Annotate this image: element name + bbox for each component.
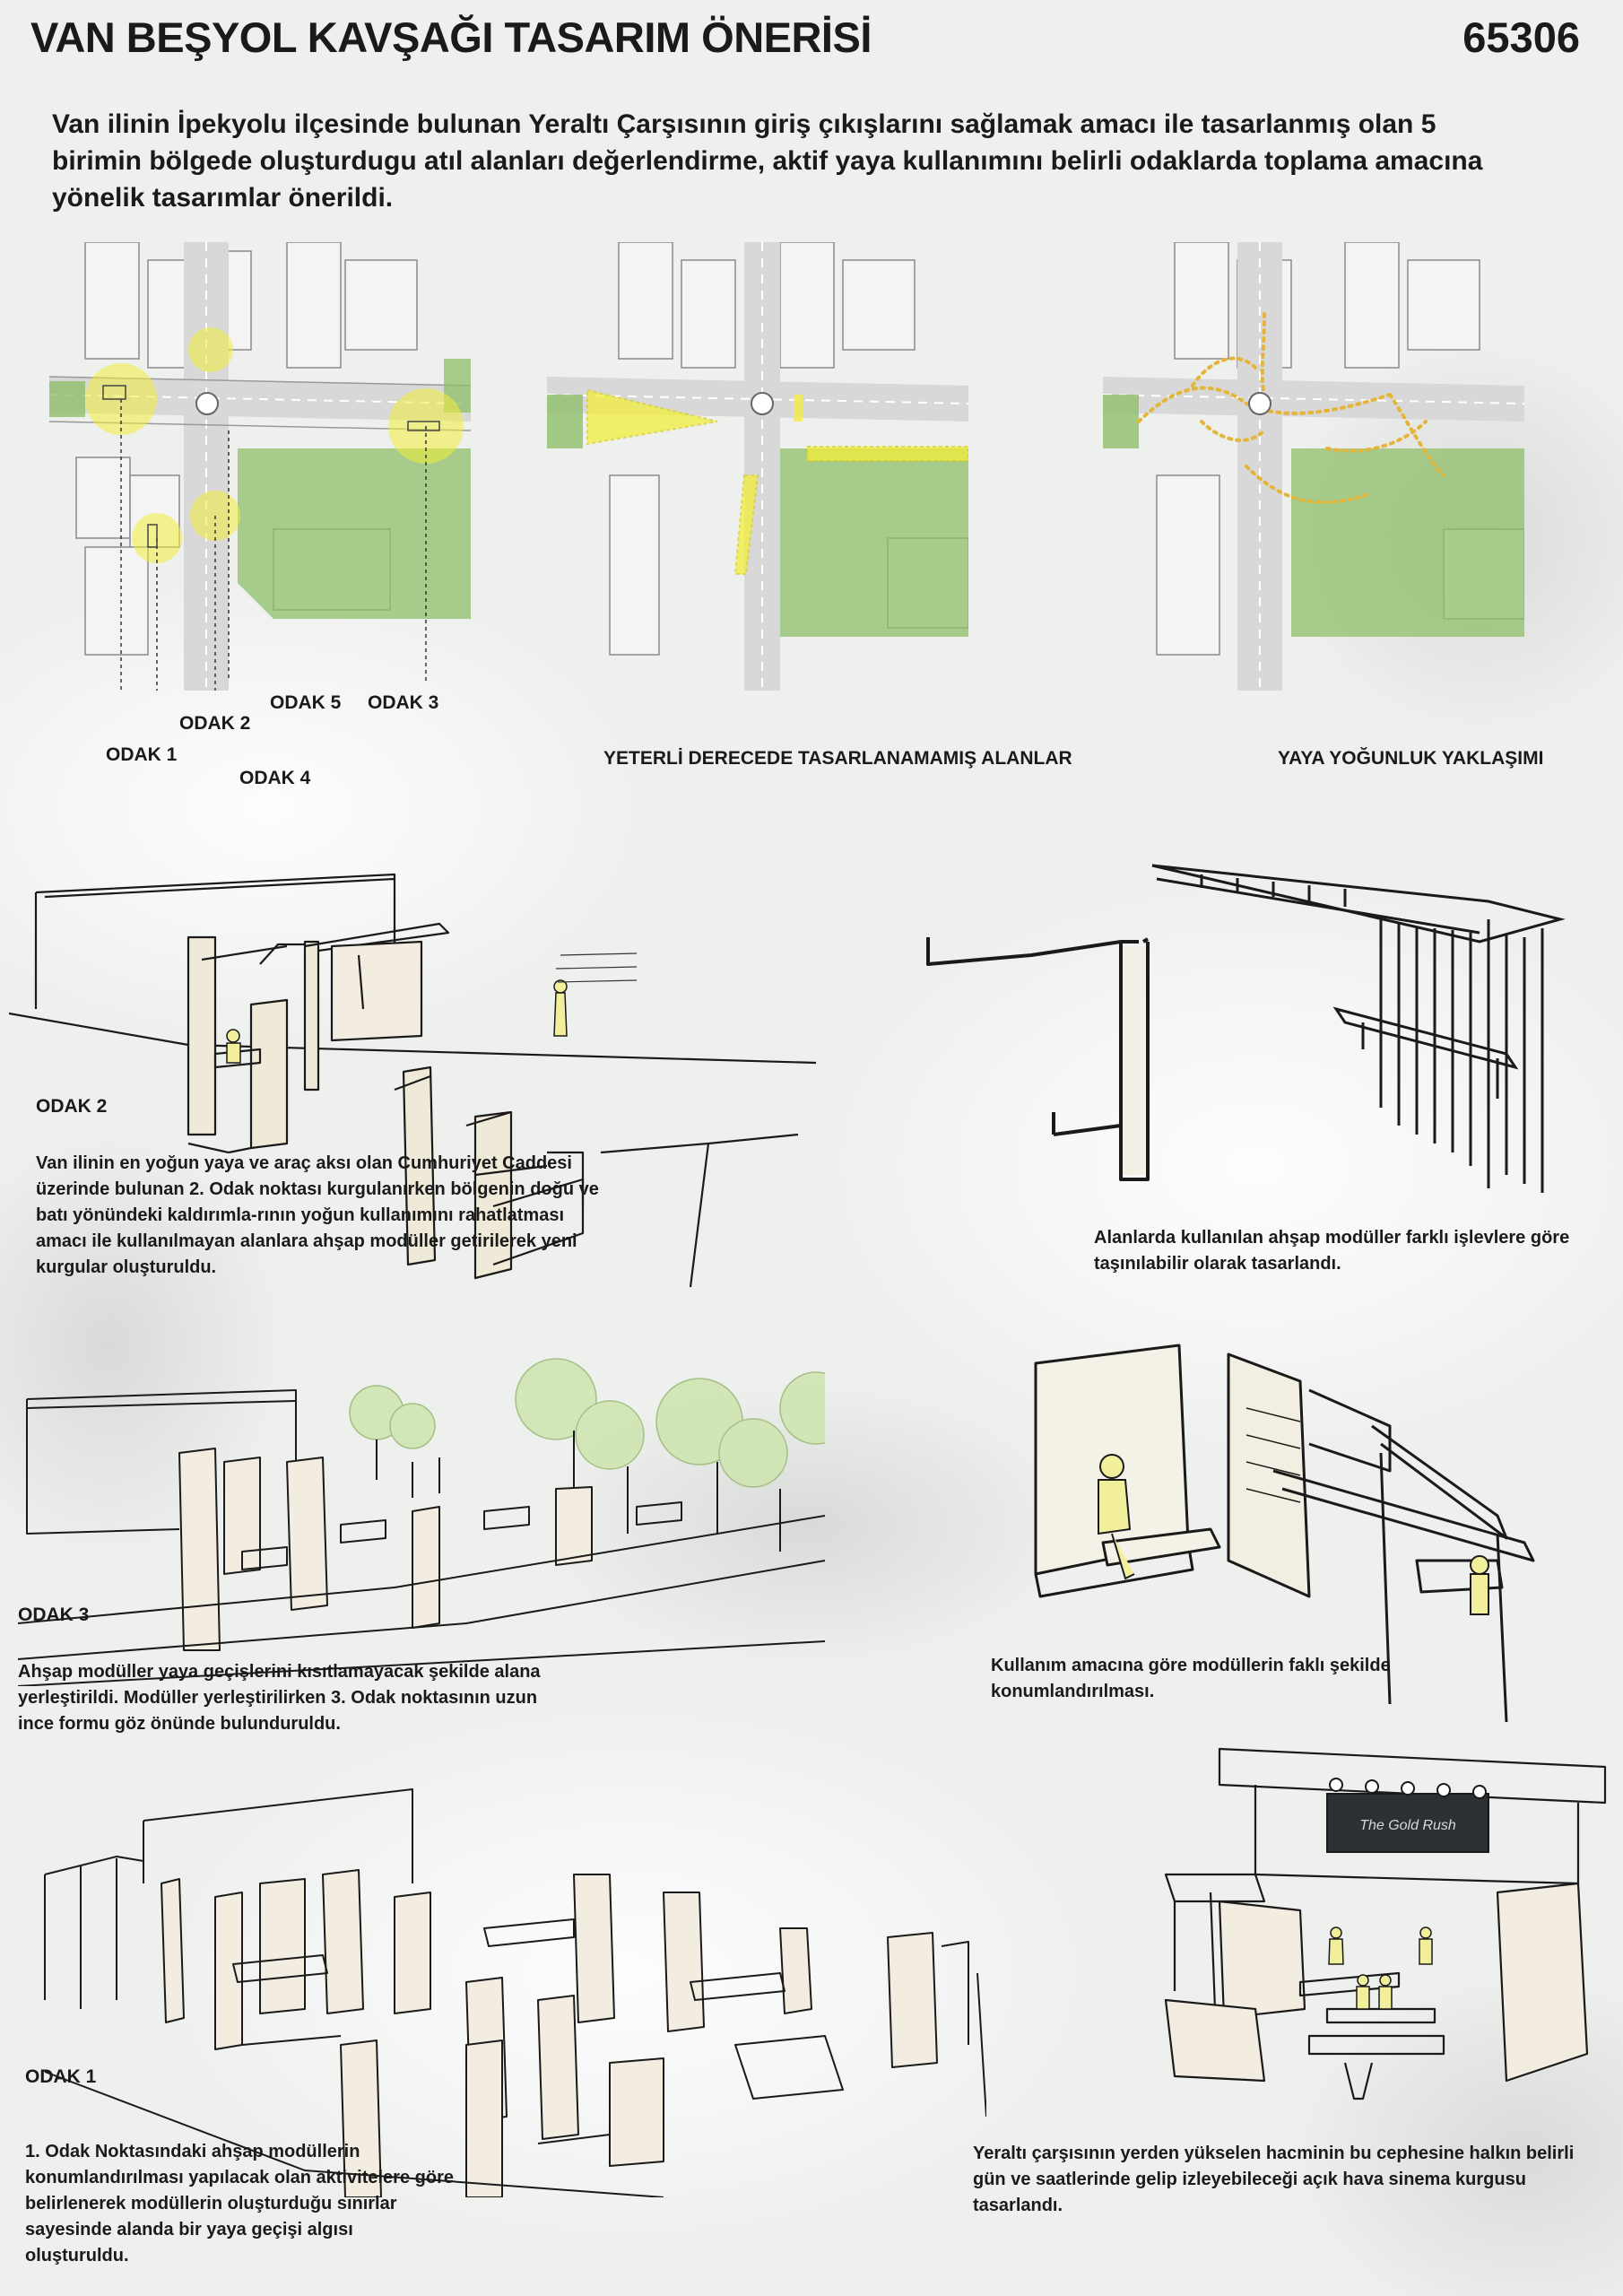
map1-label-odak5: ODAK 5 [270, 692, 342, 713]
cinema-screen-text: The Gold Rush [1359, 1818, 1456, 1833]
odak2-text: Van ilinin en yoğun yaya ve araç aksı olan Cumhuriyet Caddesi üzerinde bulunan 2. Odak noktası kurgulanırken bölgenin doğu ve batı yönündeki kaldırımla-rının yoğun kullanımını rahatlatması amacı ile kullanılmayan alanlara ahşap modüller getirilerek yeni kurgular oluşturuldu. [36, 1153, 599, 1277]
cinema-text: Yeraltı çarşısının yerden yükselen hacminin bu cephesine halkın belirli gün ve saatlerinde gelip izleyebileceği açık hava sinema kurgusu tasarlandı. [973, 2144, 1575, 2215]
sketch-odak3 [18, 1354, 825, 1686]
odak3-text: Ahşap modüller yaya geçişlerini kısıtlamayacak şekilde alana yerleştirildi. Modüller yerleştirilirken 3. Odak noktasının uzun ince formu göz önünde bulunduruldu. [18, 1662, 541, 1734]
page-title: VAN BEŞYOL KAVŞAĞI TASARIM ÖNERİSİ [30, 13, 872, 61]
map1-label-odak1: ODAK 1 [106, 744, 178, 765]
intro-paragraph: Van ilinin İpekyolu ilçesinde bulunan Yeraltı Çarşısının giriş çıkışlarını sağlamak amacı ile tasarlanmış olan 5 birimin bölgede oluşturdugu atıl alanları değerlendirme, aktif yaya kullanımını belirli odaklarda toplama amacına yönelik tasarımlar önerildi. [52, 109, 1483, 213]
module-text: Alanlarda kullanılan ahşap modüller farklı işlevlere göre taşınılabilir olarak tasarlandı. [1094, 1228, 1570, 1274]
sketch-open-air-cinema [1076, 1740, 1614, 2117]
usage-text: Kullanım amacına göre modüllerin faklı şekilde konumlandırılması. [991, 1656, 1391, 1701]
map1-label-odak4: ODAK 4 [239, 768, 311, 788]
sketch-wooden-module [915, 857, 1614, 1197]
map1-label-odak3: ODAK 3 [368, 692, 439, 713]
odak3-title: ODAK 3 [18, 1605, 90, 1625]
sketch-odak1 [36, 1776, 986, 2197]
project-code: 65306 [1462, 13, 1580, 61]
odak1-text: 1. Odak Noktasındaki ahşap modüllerin konumlandırılması yapılacak olan aktivitelere göre belirlenerek modüllerin oluşturduğu sınırlar sayesinde alanda bir yaya geçişi algısı oluşturuldu. [25, 2142, 454, 2266]
site-map-undesigned-areas [547, 242, 968, 691]
map1-label-odak2: ODAK 2 [179, 713, 251, 734]
odak1-title: ODAK 1 [25, 2066, 97, 2087]
site-map-pedestrian-density [1103, 242, 1524, 691]
map3-caption: YAYA YOĞUNLUK YAKLAŞIMI [1278, 748, 1544, 769]
site-map-odak [49, 242, 471, 691]
odak2-title: ODAK 2 [36, 1096, 108, 1117]
map2-caption: YETERLİ DERECEDE TASARLANAMAMIŞ ALANLAR [603, 748, 1072, 769]
